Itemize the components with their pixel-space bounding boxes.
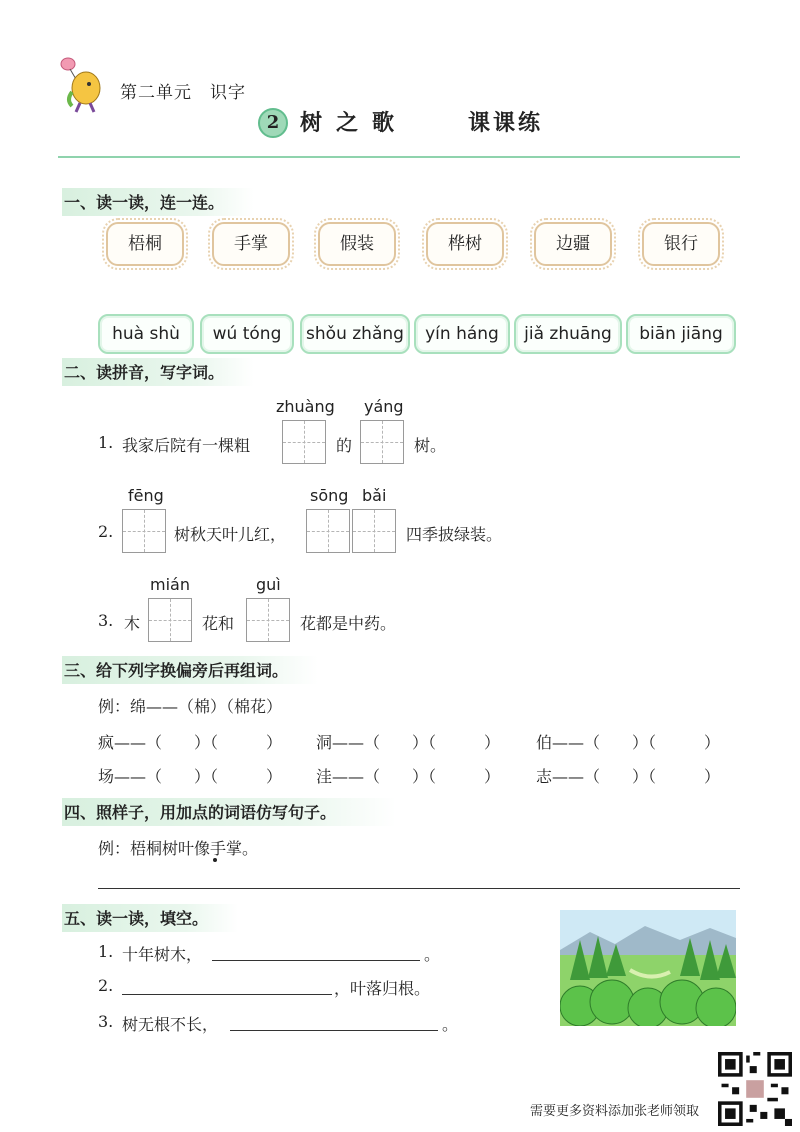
question-number: 3. (98, 1012, 114, 1031)
question-number: 3. (98, 611, 114, 630)
radical-exercise[interactable]: 伯——（ ）（ ） (536, 733, 721, 752)
qr-code (718, 1052, 792, 1126)
section-2-title: 二、读拼音，写字词。 (62, 358, 254, 386)
example-text: 例：梧桐树叶像手掌。 (98, 839, 259, 858)
pinyin-hint: fēng (128, 486, 164, 505)
question-text: 我家后院有一棵粗 (122, 436, 251, 455)
answer-line[interactable] (98, 888, 740, 889)
header-divider (58, 156, 740, 158)
pinyin-card[interactable]: yín háng (414, 314, 510, 354)
word-card[interactable]: 桦树 (426, 222, 504, 266)
pinyin-hint: sōng (310, 486, 349, 505)
writing-grid-box[interactable] (122, 509, 166, 553)
question-number: 2. (98, 522, 114, 541)
section-1-title: 一、读一读，连一连。 (62, 188, 254, 216)
radical-exercise[interactable]: 疯——（ ）（ ） (98, 733, 283, 752)
radical-exercise[interactable]: 志——（ ）（ ） (536, 767, 721, 786)
section-4-title: 四、照样子，用加点的词语仿写句子。 (62, 798, 396, 826)
answer-line[interactable] (122, 994, 332, 995)
forest-illustration (560, 910, 736, 1026)
radical-exercise[interactable]: 场——（ ）（ ） (98, 767, 283, 786)
question-text: 木 (124, 614, 141, 633)
pinyin-hint: zhuàng (276, 397, 335, 416)
writing-grid-box[interactable] (282, 420, 326, 464)
question-text: 四季披绿装。 (406, 525, 503, 544)
example-text: 例：绵——（棉）（棉花） (98, 697, 283, 716)
writing-grid-box[interactable] (148, 598, 192, 642)
pinyin-hint: guì (256, 575, 281, 594)
question-text: 十年树木， (122, 945, 203, 964)
word-card[interactable]: 边疆 (534, 222, 612, 266)
question-text: 。 (424, 945, 441, 964)
pinyin-card[interactable]: shǒu zhǎng (300, 314, 410, 354)
question-text: 花都是中药。 (300, 614, 397, 633)
section-3-title: 三、给下列字换偏旁后再组词。 (62, 656, 318, 684)
emphasis-dot (213, 858, 217, 862)
mascot-illustration (58, 56, 104, 114)
question-number: 1. (98, 942, 114, 961)
writing-grid-box[interactable] (306, 509, 350, 553)
question-text: 树秋天叶儿红， (174, 525, 287, 544)
question-text: 。 (442, 1015, 459, 1034)
lesson-number-badge: 2 (258, 108, 288, 138)
pinyin-hint: bǎi (362, 486, 387, 505)
pinyin-hint: yáng (364, 397, 404, 416)
unit-label: 第二单元 识字 (120, 83, 246, 103)
question-number: 2. (98, 976, 114, 995)
answer-line[interactable] (212, 960, 420, 961)
writing-grid-box[interactable] (352, 509, 396, 553)
section-5-title: 五、读一读，填空。 (62, 904, 238, 932)
question-text: 树。 (414, 436, 447, 455)
writing-grid-box[interactable] (246, 598, 290, 642)
question-text: 树无根不长， (122, 1015, 219, 1034)
word-card[interactable]: 银行 (642, 222, 720, 266)
lesson-title: 树之歌 (300, 110, 409, 136)
writing-grid-box[interactable] (360, 420, 404, 464)
word-card[interactable]: 手掌 (212, 222, 290, 266)
radical-exercise[interactable]: 洞——（ ）（ ） (316, 733, 501, 752)
pinyin-card[interactable]: biān jiāng (626, 314, 736, 354)
radical-exercise[interactable]: 洼——（ ）（ ） (316, 767, 501, 786)
word-card[interactable]: 假装 (318, 222, 396, 266)
question-text: ，叶落归根。 (334, 979, 431, 998)
pinyin-card[interactable]: jiǎ zhuāng (514, 314, 622, 354)
pinyin-card[interactable]: wú tóng (200, 314, 294, 354)
question-text: 的 (336, 436, 353, 455)
word-card[interactable]: 梧桐 (106, 222, 184, 266)
pinyin-hint: mián (150, 575, 190, 594)
pinyin-card[interactable]: huà shù (98, 314, 194, 354)
footer-note: 需要更多资料添加张老师领取 (530, 1104, 700, 1119)
practice-label: 课课练 (468, 110, 544, 136)
answer-line[interactable] (230, 1030, 438, 1031)
question-number: 1. (98, 433, 114, 452)
question-text: 花和 (202, 614, 235, 633)
